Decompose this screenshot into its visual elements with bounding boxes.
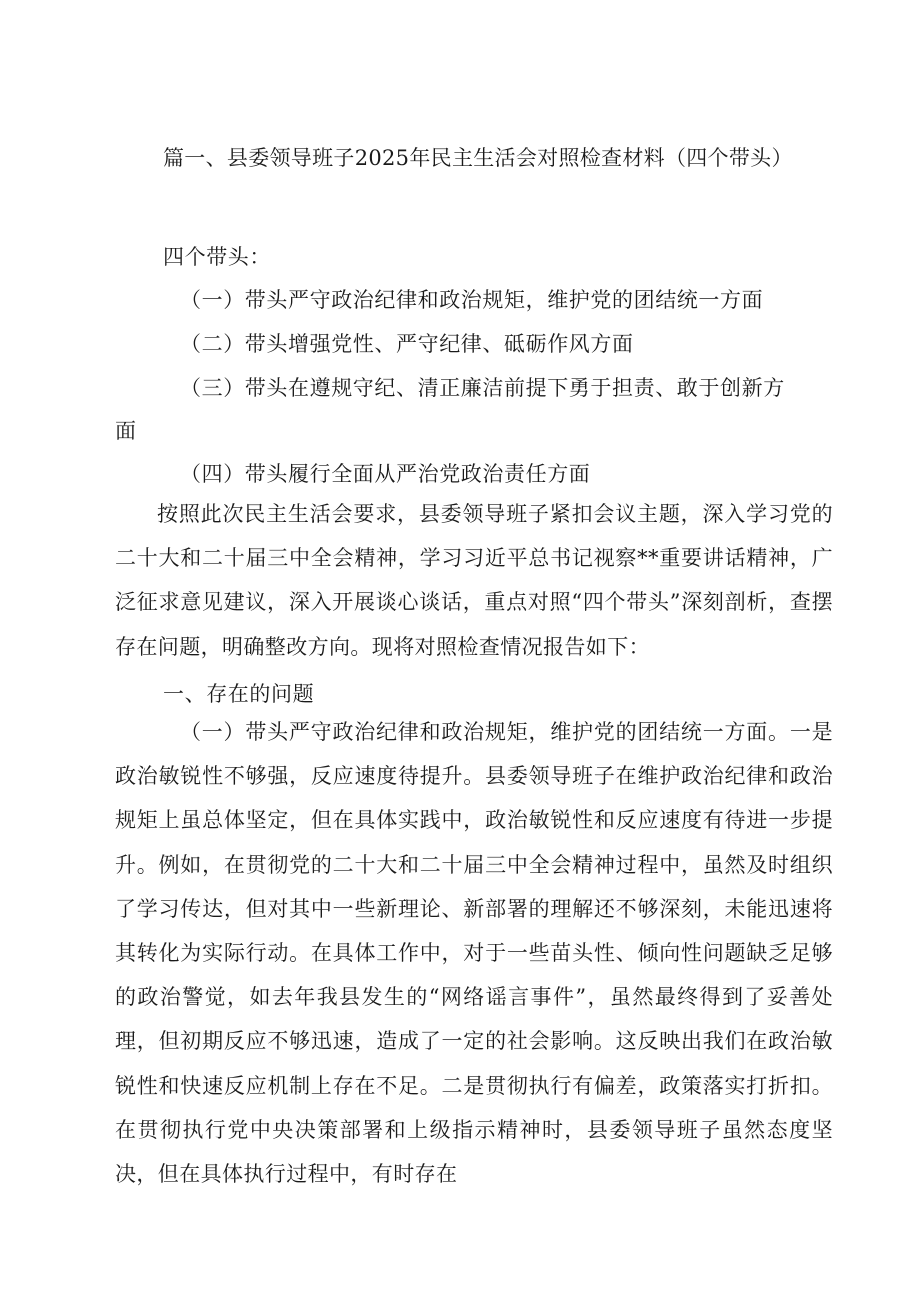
section-heading: 一、存在的问题 <box>163 682 315 706</box>
section-paragraph: （一）带头严守政治纪律和政治规矩，维护党的团结统一方面。一是政治敏锐性不够强，反应速度待提升。县委领导班子在维护政治纪律和政治规矩上虽总体坚定，但在具体实践中，政治敏锐性和反应速度有待进一步提升。例如，在贯彻党的二十大和二十届三中全会精神过程中，虽然及时组织了学习传达，但对其中一些新理论、新部署的理解还不够深刻，未能迅速将其转化为实际行动。在具体工作中，对于一些苗头性、倾向性问题缺乏足够的政治警觉，如去年我县发生的“网络谣言事件”，虽然最终得到了妥善处理，但初期反应不够迅速，造成了一定的社会影响。这反映出我们在政治敏锐性和快速反应机制上存在不足。二是贯彻执行有偏差，政策落实打折扣。在贯彻执行党中央决策部署和上级指示精神时，县委领导班子虽然态度坚决，但在具体执行过程中，有时存在 <box>115 720 833 1187</box>
four-leads-heading: 四个带头： <box>163 245 271 269</box>
four-leads-item: （二）带头增强党性、严守纪律、砥砺作风方面 <box>180 332 634 356</box>
four-leads-item: （四）带头履行全面从严治党政治责任方面 <box>180 462 591 486</box>
document-title: 篇一、县委领导班子2025年民主生活会对照检查材料（四个带头） <box>163 146 793 170</box>
four-leads-item: （一）带头严守政治纪律和政治规矩，维护党的团结统一方面 <box>180 288 764 312</box>
four-leads-item-continuation: 面 <box>115 419 137 443</box>
four-leads-item: （三）带头在遵规守纪、清正廉洁前提下勇于担责、敢于创新方 <box>180 376 785 400</box>
intro-paragraph: 按照此次民主生活会要求，县委领导班子紧扣会议主题，深入学习党的二十大和二十届三中全会精神，学习习近平总书记视察**重要讲话精神，广泛征求意见建议，深入开展谈心谈话，重点对照“四个带头”深刻剖析，查摆存在问题，明确整改方向。现将对照检查情况报告如下： <box>115 502 833 659</box>
